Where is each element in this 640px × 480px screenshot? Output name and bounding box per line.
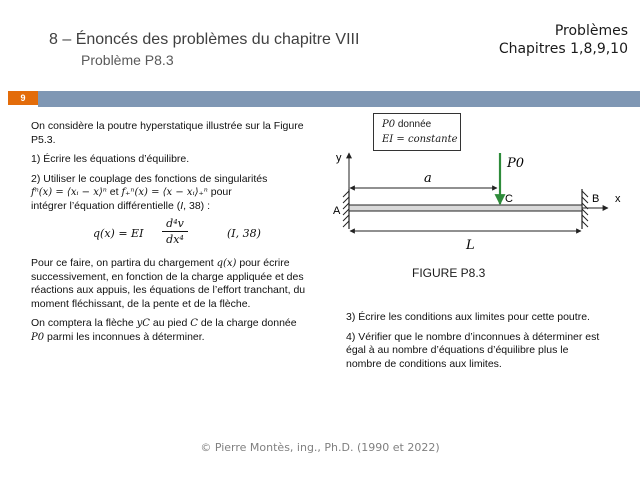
beam-diagram [333, 145, 636, 263]
dimension-a-label: a [424, 171, 432, 186]
copyright-footer: © Pierre Montès, ing., Ph.D. (1990 et 2022) [200, 441, 440, 454]
legend-load-symbol: P0 [382, 119, 396, 130]
question-2-text-b: et [109, 186, 119, 198]
slide-title: 8 – Énoncés des problèmes du chapitre VIII [49, 31, 360, 48]
procedure-text [31, 257, 307, 311]
x-axis-label: x [615, 193, 621, 205]
question-2-text-a: 2) Utiliser le couplage des fonctions de singularités [31, 172, 268, 185]
legend-line-2: EI = constante [382, 134, 458, 145]
question-2-text-d: intégrer l’équation différentielle ( [31, 199, 181, 212]
deflection-text-e: donnée [261, 317, 297, 329]
question-2-text-e: , 38) : [183, 199, 211, 212]
header-bar [38, 91, 640, 107]
deflection-text-b: au pied [152, 317, 188, 329]
equation-fraction [162, 216, 188, 248]
deflection-symbol: yC [136, 318, 150, 329]
chapter-label-line1: Problèmes [554, 23, 628, 39]
chapter-label [488, 22, 628, 58]
figure-caption: FIGURE P8.3 [412, 266, 486, 280]
load-label: P0 [507, 156, 525, 171]
differential-equation [31, 215, 307, 253]
right-fixed-support [582, 189, 588, 229]
intro-text: On considère la poutre hyperstatique illustrée sur la Figure P5.3. [31, 120, 304, 146]
load-function: q(x) [216, 258, 237, 269]
point-c-symbol: C [190, 318, 198, 329]
question-2-ref: I [180, 199, 184, 212]
question-4: 4) Vérifier que le nombre d’inconnues à déterminer est égal à au nombre d’équations d’équilibre plus le nombre de conditions aux limites. [346, 330, 600, 370]
procedure-text-a: Pour ce faire, on partira du chargement [31, 257, 214, 269]
slide-number: 9 [8, 91, 38, 105]
left-fixed-support [343, 189, 349, 229]
dimension-l-label: L [466, 238, 475, 253]
deflection-text-f: parmi les inconnues à déterminer. [47, 330, 205, 343]
chapter-label-line2: Chapitres 1,8,9,10 [498, 41, 628, 57]
point-b-label: B [592, 193, 600, 205]
legend-line-1 [382, 117, 460, 132]
question-1: 1) Écrire les équations d’équilibre. [31, 153, 190, 165]
equation-numerator: d⁴v [162, 216, 188, 232]
equation-lhs: q(x) = EI [93, 227, 144, 240]
beam [349, 205, 582, 211]
left-column [31, 120, 307, 350]
point-c-label: C [505, 193, 513, 205]
question-3: 3) Écrire les conditions aux limites pour cette poutre. [346, 311, 590, 323]
deflection-text-d: de la charge [200, 317, 259, 329]
singularity-function-2: f₊ⁿ(x) = ⟨x − xᵢ⟩₊ⁿ [121, 187, 208, 198]
deflection-text [31, 317, 307, 344]
right-column [346, 311, 604, 377]
question-2-text-c: pour [210, 186, 232, 198]
deflection-text-a: On comptera la flèche [31, 317, 134, 329]
load-symbol: P0 [31, 331, 45, 343]
legend-load-text: donnée [397, 119, 432, 130]
singularity-function-1: fⁿ(x) = ⟨xᵢ − x⟩ⁿ [31, 187, 107, 198]
y-axis-label: y [336, 152, 342, 164]
problem-subtitle: Problème P8.3 [81, 52, 174, 68]
equation-tag: (I, 38) [227, 227, 261, 240]
question-2 [31, 173, 307, 214]
equation-denominator: dx⁴ [166, 233, 184, 246]
procedure-text-b: pour écrire successivement, en fonction de la charge appliquée et des réactions aux appuis, les équations de l’effort tranchant, du moment fléchissant, de la pente et de la flèche. [31, 257, 306, 310]
point-a-label: A [333, 205, 341, 217]
